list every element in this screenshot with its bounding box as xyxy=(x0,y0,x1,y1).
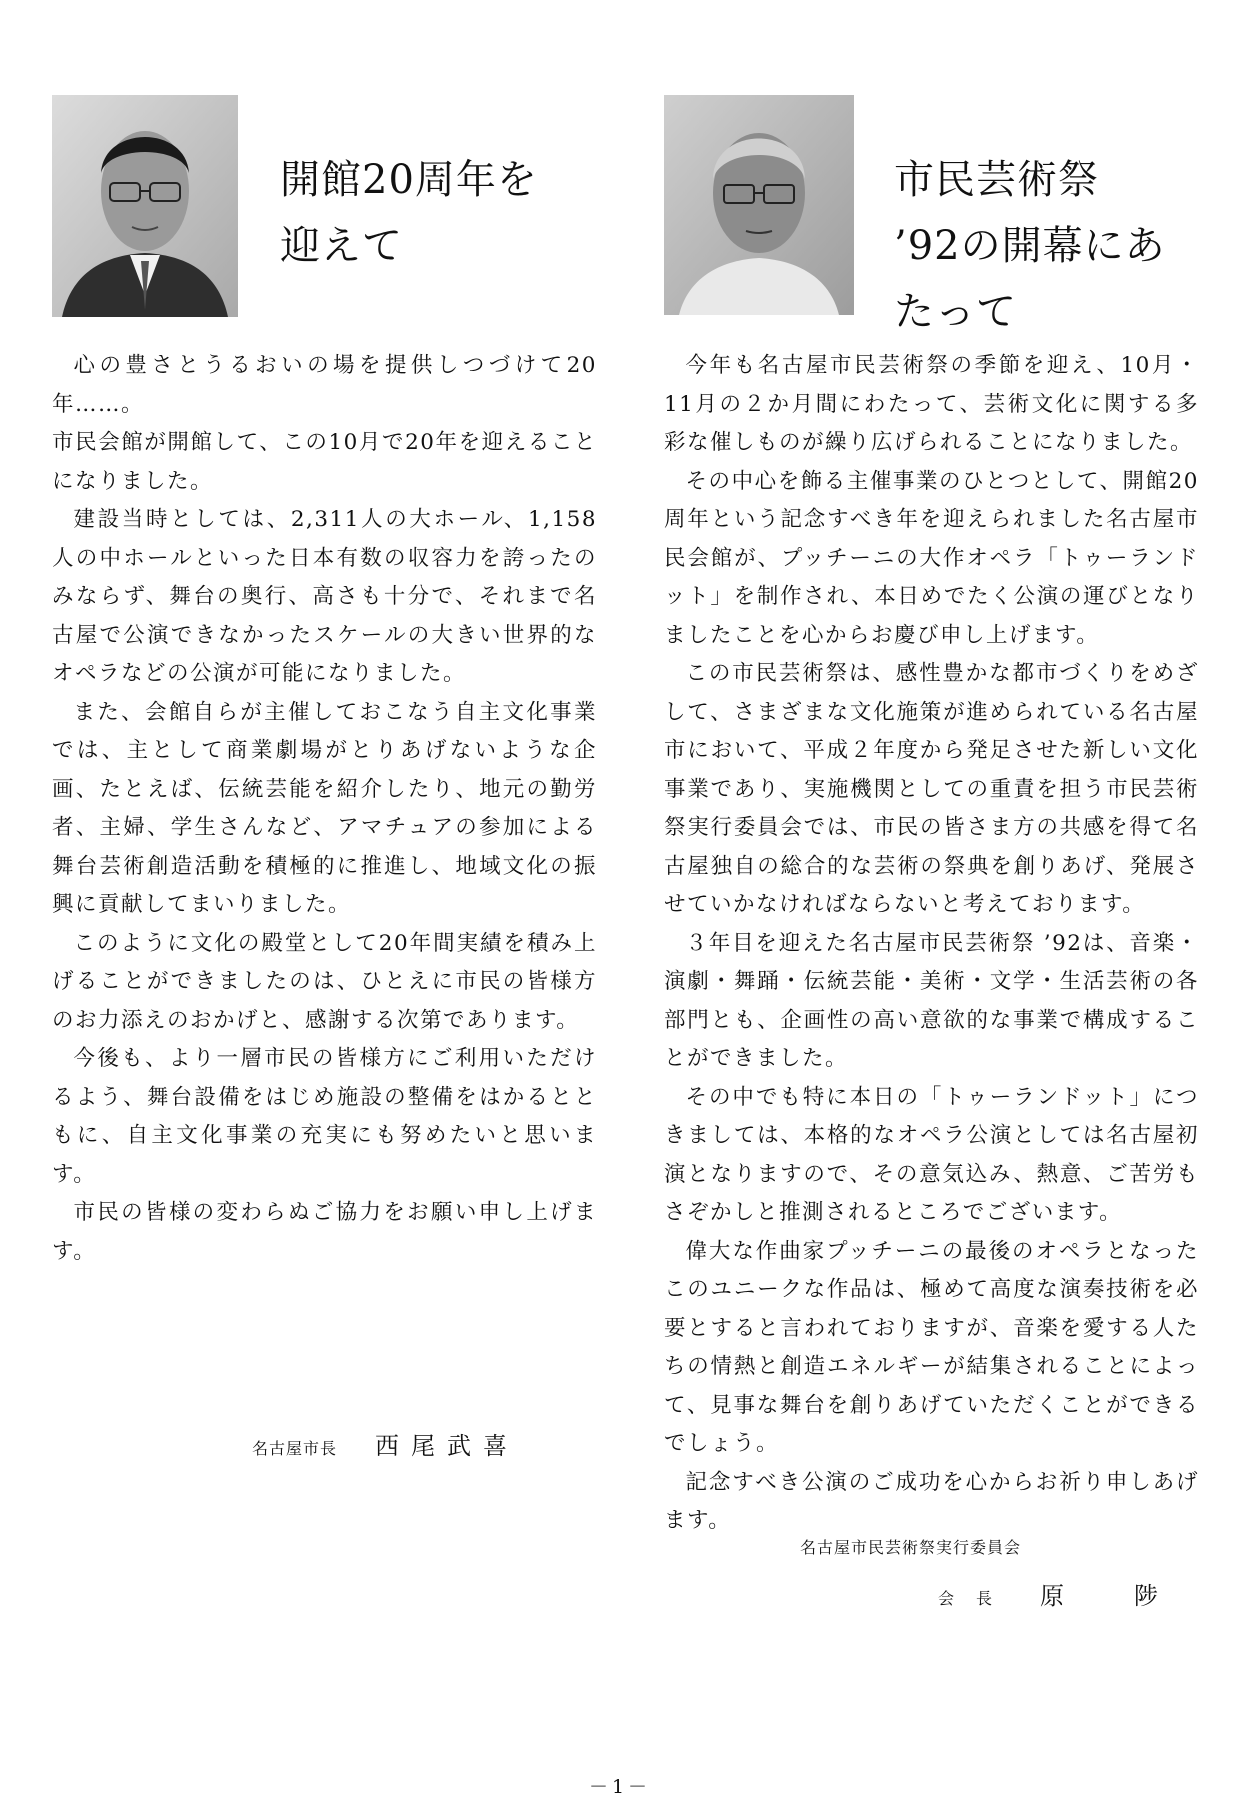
right-title: 市民芸術祭 ’92の開幕にあたって xyxy=(894,157,1166,335)
paragraph: 今年も名古屋市民芸術祭の季節を迎え、10月・11月の２か月間にわたって、芸術文化に関する多彩な催しものが繰り広げられることになりました。 xyxy=(664,353,1199,455)
paragraph: 心の豊さとうるおいの場を提供しつづけて20年……。 xyxy=(52,353,597,417)
right-article xyxy=(664,95,1199,1541)
signature-organization: 名古屋市民芸術祭実行委員会 xyxy=(800,1538,1022,1557)
left-article xyxy=(52,95,597,1271)
signature-name: 西尾武喜 xyxy=(375,1432,520,1460)
paragraph: ３年目を迎えた名古屋市民芸術祭 ’92は、音楽・演劇・舞踊・伝統芸能・美術・文学・生活芸術の各部門とも、企画性の高い意欲的な事業で構成することができました。 xyxy=(664,930,1199,1071)
left-body xyxy=(52,347,597,1271)
left-header xyxy=(52,95,597,315)
right-body xyxy=(664,347,1199,1541)
page-number: －1－ xyxy=(588,1776,652,1798)
signature-title: 名古屋市長 xyxy=(252,1439,338,1458)
paragraph: 記念すべき公演のご成功を心からお祈り申しあげます。 xyxy=(664,1469,1199,1533)
paragraph: また、会館自らが主催しておこなう自主文化事業では、主として商業劇場がとりあげないような企画、たとえば、伝統芸能を紹介したり、地元の勤労者、主婦、学生さんなど、アマチュアの参加による舞台芸術創造活動を積極的に推進し、地域文化の振興に貢献してまいりました。 xyxy=(52,699,597,917)
right-signature xyxy=(800,1535,1228,1611)
paragraph: その中心を飾る主催事業のひとつとして、開館20周年という記念すべき年を迎えられました名古屋市民会館が、プッチーニの大作オペラ「トゥーランドット」を制作され、本日めでたく公演の運びとなりましたことを心からお慶び申し上げます。 xyxy=(664,468,1199,648)
portrait-photo-right xyxy=(664,95,854,315)
paragraph: この市民芸術祭は、感性豊かな都市づくりをめざして、さまざまな文化施策が進められている名古屋市において、平成２年度から発足させた新しい文化事業であり、実施機関としての重責を担う市民芸術祭実行委員会では、市民の皆さま方の共感を得て名古屋独自の総合的な芸術の祭典を創りあげ、発展させていかなければならないと考えております。 xyxy=(664,661,1199,917)
left-signature xyxy=(252,1426,519,1461)
signature-role: 会長 xyxy=(938,1589,1015,1608)
paragraph: このように文化の殿堂として20年間実績を積み上げることができましたのは、ひとえに市民の皆様方のお力添えのおかげと、感謝する次第であります。 xyxy=(52,930,597,1033)
paragraph: 市民会館が開館して、この10月で20年を迎えることになりました。 xyxy=(52,430,597,494)
paragraph: 市民の皆様の変わらぬご協力をお願い申し上げます。 xyxy=(52,1200,597,1264)
paragraph: 建設当時としては、2,311人の大ホール、1,158人の中ホールといった日本有数の収容力を誇ったのみならず、舞台の奥行、高さも十分で、それまで名古屋で公演できなかったスケールの大きい世界的なオペラなどの公演が可能になりました。 xyxy=(52,507,597,686)
right-header xyxy=(664,95,1199,335)
paragraph: 今後も、より一層市民の皆様方にご利用いただけるよう、舞台設備をはじめ施設の整備をはかるとともに、自主文化事業の充実にも努めたいと思います。 xyxy=(52,1046,597,1187)
portrait-photo-left xyxy=(52,95,238,317)
paragraph: その中でも特に本日の「トゥーランドット」につきましては、本格的なオペラ公演としては名古屋初演となりますので、その意気込み、熱意、ご苦労もさぞかしと推測されるところでございます。 xyxy=(664,1084,1199,1225)
left-title: 開館20周年を 迎えて xyxy=(280,157,538,269)
paragraph: 偉大な作曲家プッチーニの最後のオペラとなったこのユニークな作品は、極めて高度な演奏技術を必要とすると言われておりますが、音楽を愛する人たちの情熱と創造エネルギーが結集されることによって、見事な舞台を創りあげていただくことができるでしょう。 xyxy=(664,1238,1199,1456)
signature-name: 原陟 xyxy=(1040,1582,1229,1610)
